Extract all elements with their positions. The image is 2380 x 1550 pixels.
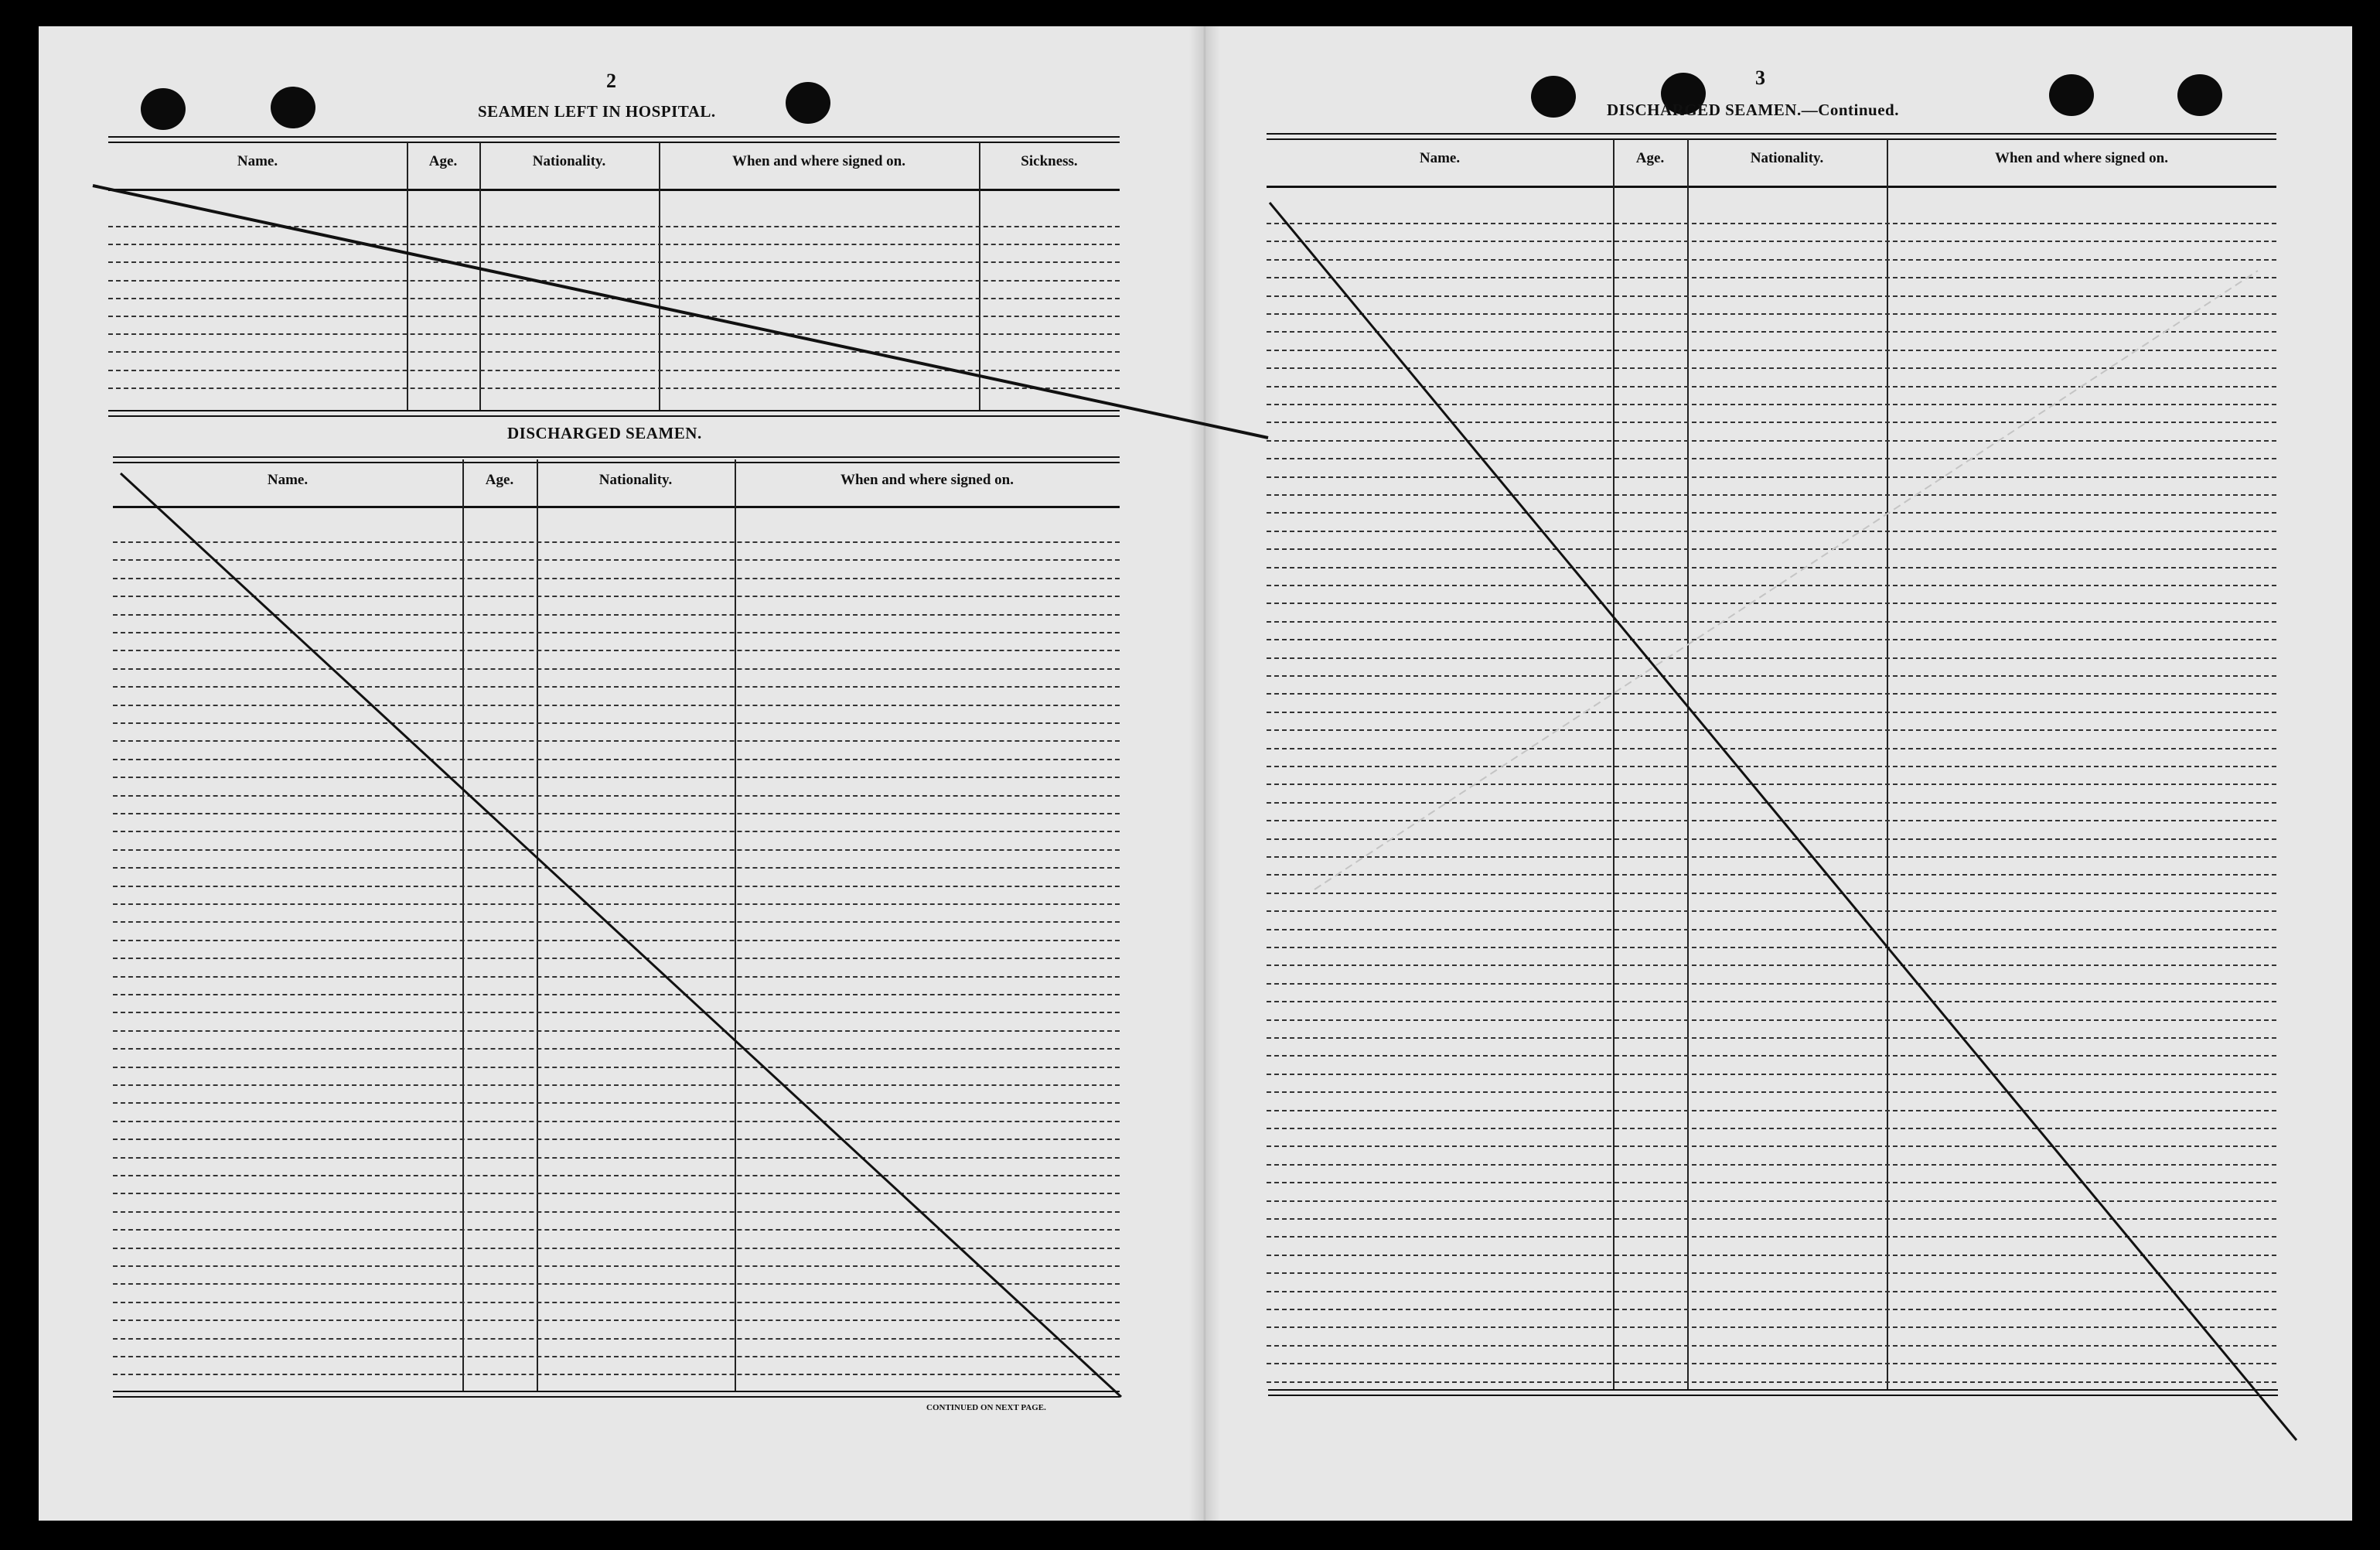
hospital-col-sickness: Sickness. — [1021, 153, 1078, 169]
discharged-col-signed-on: When and where signed on. — [840, 472, 1014, 488]
discharged-col-age: Age. — [485, 472, 514, 488]
right-col-signed-on: When and where signed on. — [1994, 150, 2168, 166]
right-col-age: Age. — [1635, 150, 1665, 166]
hospital-col-signed-on: When and where signed on. — [731, 153, 905, 169]
strike-line-right — [1270, 203, 2296, 1440]
strike-line-hospital — [93, 186, 1268, 438]
strike-line-faint — [1314, 271, 2258, 889]
hospital-section-title: SEAMEN LEFT IN HOSPITAL. — [478, 102, 716, 121]
hospital-col-age: Age. — [428, 153, 458, 169]
page-number: 3 — [1755, 67, 1765, 89]
discharged-col-nationality: Nationality. — [598, 472, 673, 488]
discharged-continued-title: DISCHARGED SEAMEN.—Continued. — [1607, 101, 1899, 119]
discharged-section-title: DISCHARGED SEAMEN. — [507, 424, 702, 442]
right-col-name: Name. — [1419, 150, 1461, 166]
hospital-col-name: Name. — [237, 153, 278, 169]
discharged-col-name: Name. — [267, 472, 309, 488]
page-number: 2 — [606, 70, 616, 92]
strike-line-discharged — [121, 473, 1121, 1397]
right-col-nationality: Nationality. — [1750, 150, 1824, 166]
continued-note: CONTINUED ON NEXT PAGE. — [926, 1403, 1046, 1412]
hospital-col-nationality: Nationality. — [532, 153, 606, 169]
